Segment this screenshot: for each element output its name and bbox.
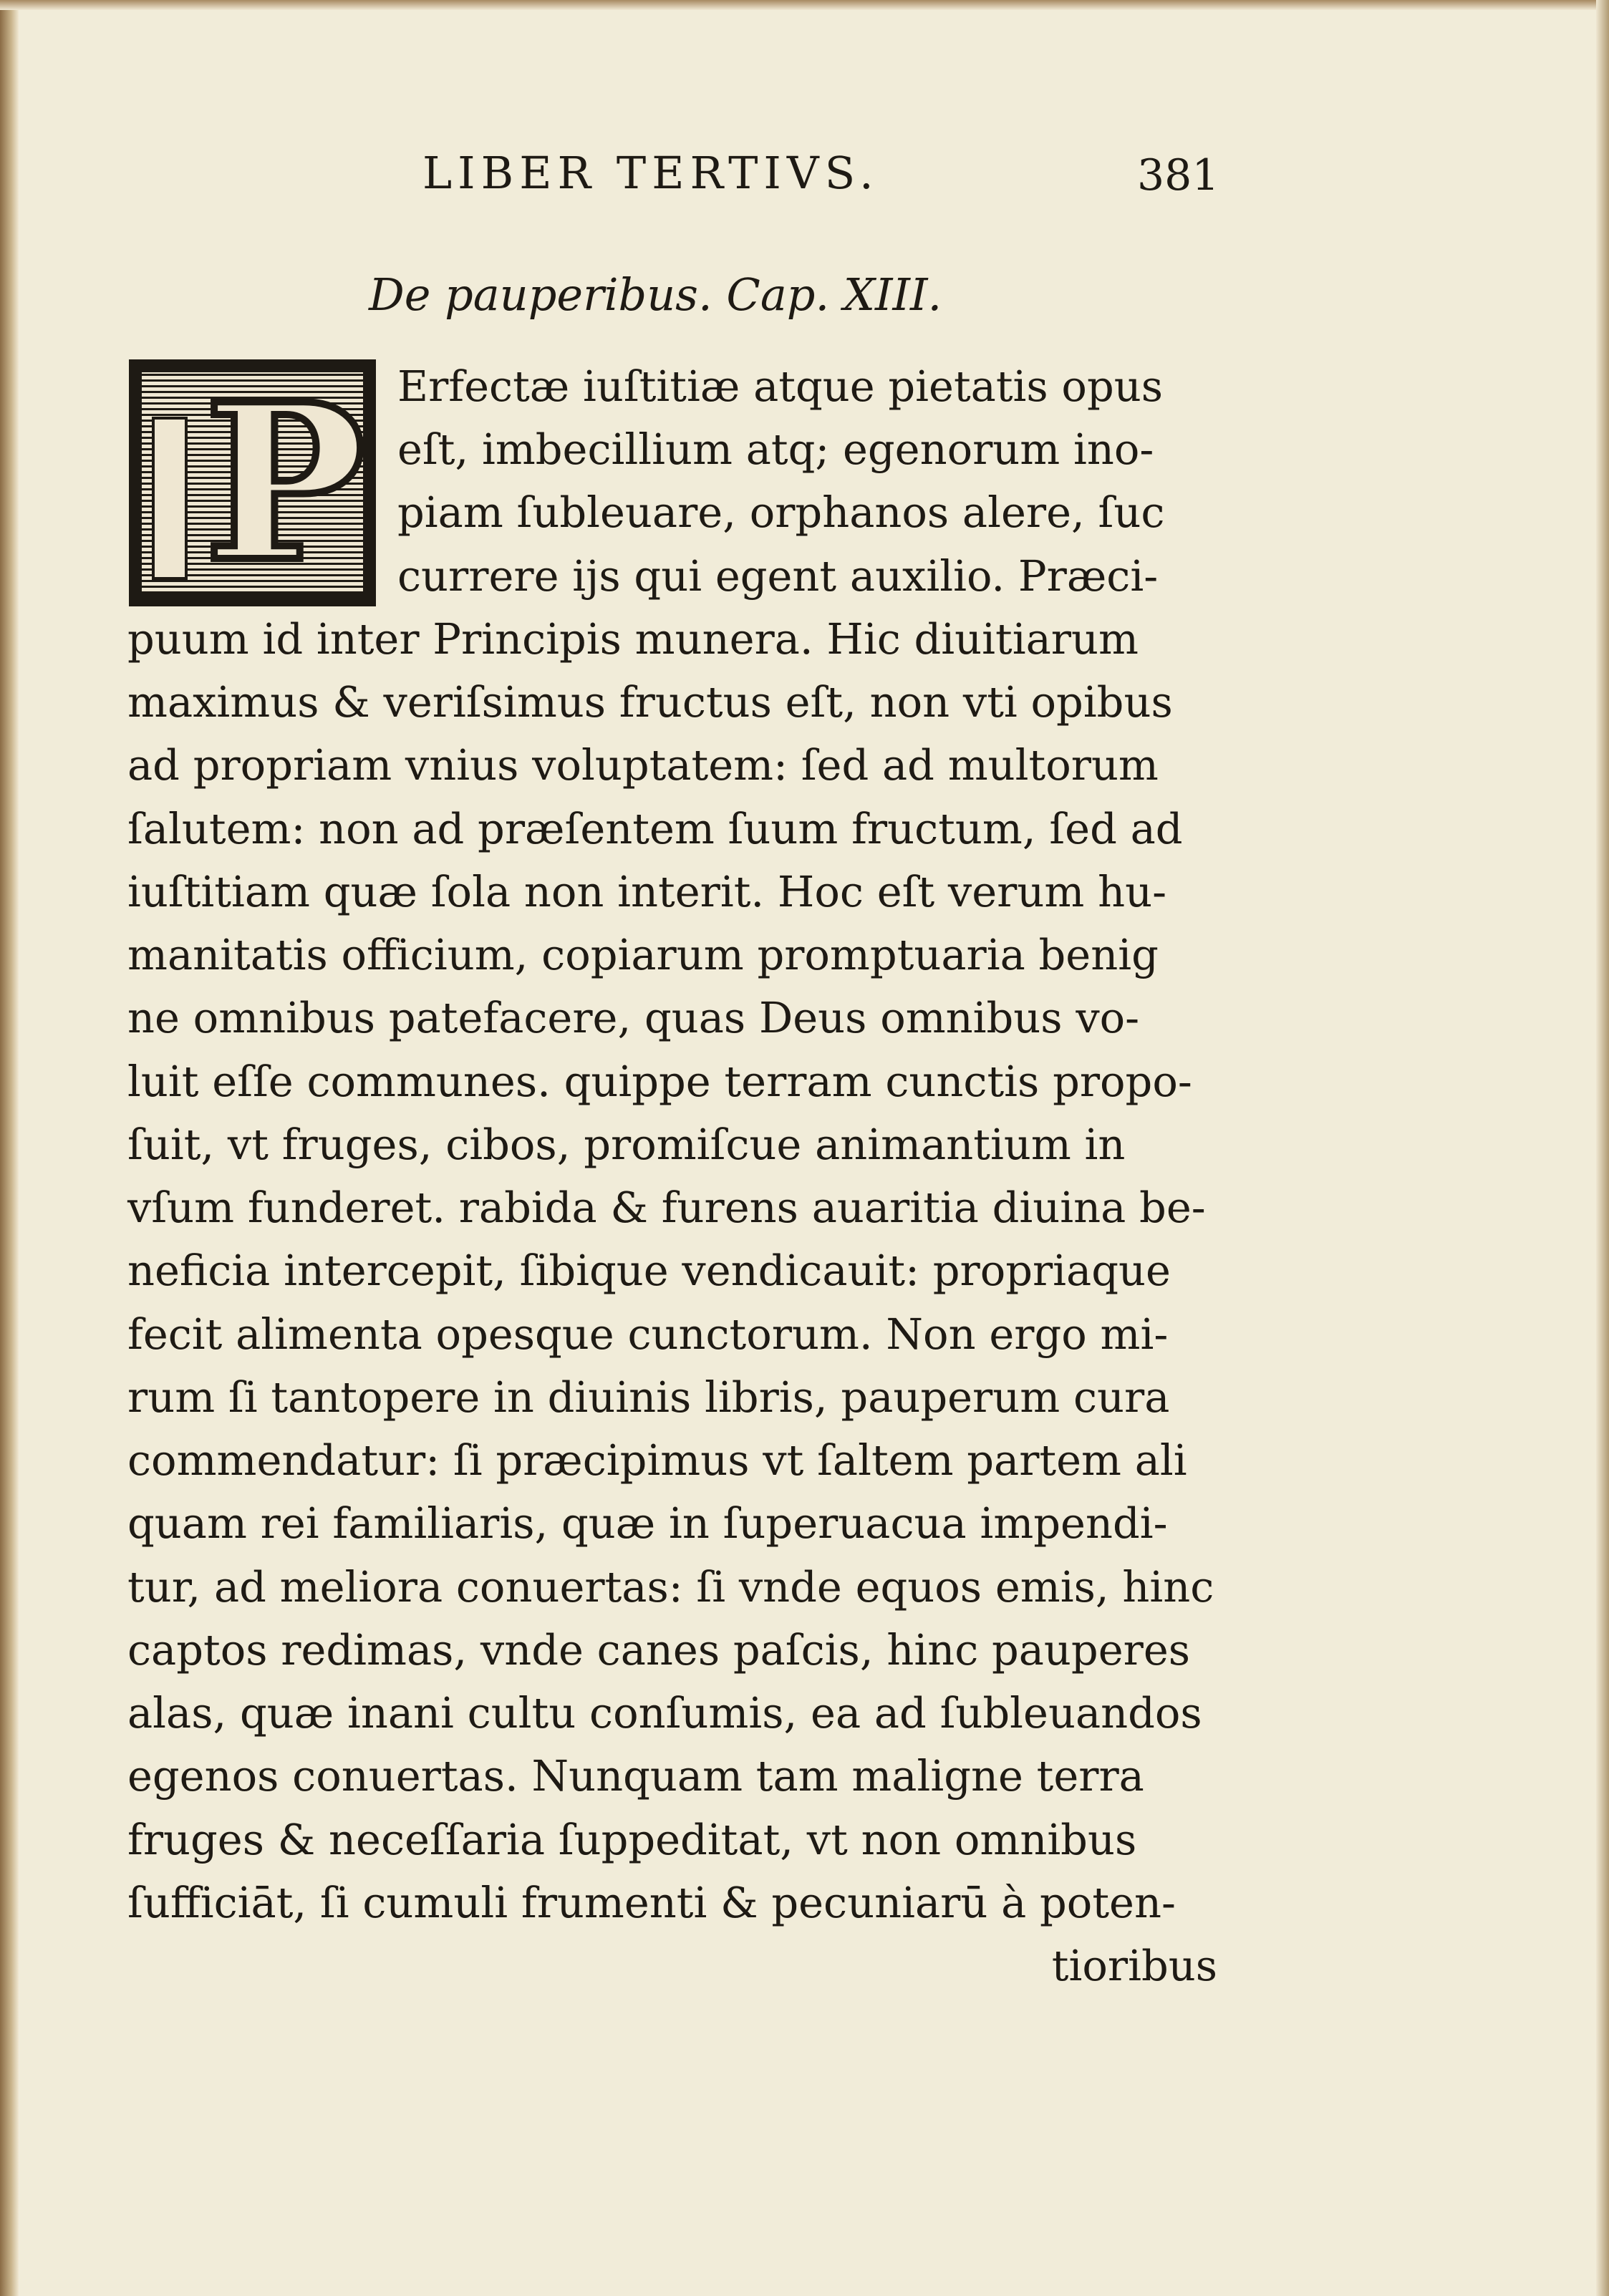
body-line: fecit alimenta opesque cunctorum. Non ergo mi-: [127, 1309, 1169, 1359]
body-line: vſum funderet. rabida & furens auaritia diuina be-: [127, 1183, 1206, 1232]
body-line: captos redimas, vnde canes paſcis, hinc pauperes: [127, 1625, 1191, 1675]
body-line: ne omnibus patefacere, quas Deus omnibus vo-: [127, 993, 1140, 1042]
body-line: luit eſſe communes. quippe terram cunctis propo-: [127, 1057, 1192, 1106]
body-line: egenos conuertas. Nunquam tam maligne terra: [127, 1751, 1144, 1801]
woodcut-tower-picture: [152, 417, 188, 580]
body-line: Erfectæ iuſtitiæ atque pietatis opus: [397, 362, 1164, 411]
body-line: quam rei familiaris, quæ in ſuperuacua impendi-: [127, 1498, 1168, 1548]
body-line: maximus & veriſsimus fructus eſt, non vti opibus: [127, 677, 1173, 727]
body-line: manitatis officium, copiarum promptuaria benig: [127, 930, 1159, 979]
page-top-edge: [0, 0, 1609, 10]
body-line: ſufficiāt, ſi cumuli frumenti & pecuniarū à poten-: [127, 1878, 1176, 1927]
body-line: currere ijs qui egent auxilio. Præci-: [397, 551, 1159, 601]
chapter-heading: De pauperibus. Cap. XIII.: [369, 268, 942, 321]
body-line: ſuit, vt fruges, cibos, promiſcue animantium in: [127, 1120, 1126, 1169]
body-line: neficia intercepit, ſibique vendicauit: propriaque: [127, 1246, 1171, 1295]
body-line: eſt, imbecillium atq; egenorum ino-: [397, 425, 1154, 474]
body-line: ad propriam vnius voluptatem: ſed ad multorum: [127, 740, 1159, 790]
body-line: commendatur: ſi præcipimus vt ſaltem partem ali: [127, 1435, 1187, 1485]
page-number: 381: [1137, 150, 1219, 200]
running-head: LIBER TERTIVS.: [422, 147, 879, 199]
body-line: puum id inter Principis munera. Hic diuitiarum: [127, 614, 1139, 664]
body-line: ſalutem: non ad præſentem ſuum fructum, ſed ad: [127, 804, 1183, 853]
initial-letter: P: [204, 357, 366, 609]
catchword: tioribus: [1051, 1941, 1217, 1990]
page-gutter-shadow: [0, 0, 19, 2296]
body-line: fruges & neceſſaria ſuppeditat, vt non omnibus: [127, 1815, 1137, 1864]
body-line: piam ſubleuare, orphanos alere, ſuc: [397, 488, 1165, 537]
body-line: alas, quæ inani cultu conſumis, ea ad ſubleuandos: [127, 1688, 1202, 1738]
body-line: iuſtitiam quæ ſola non interit. Hoc eſt verum hu-: [127, 867, 1167, 916]
page-right-edge: [1596, 0, 1609, 2296]
decorated-initial-p: [129, 357, 376, 609]
body-line: rum ſi tantopere in diuinis libris, pauperum cura: [127, 1372, 1170, 1422]
body-line: tur, ad meliora conuertas: ſi vnde equos emis, hinc: [127, 1562, 1214, 1612]
